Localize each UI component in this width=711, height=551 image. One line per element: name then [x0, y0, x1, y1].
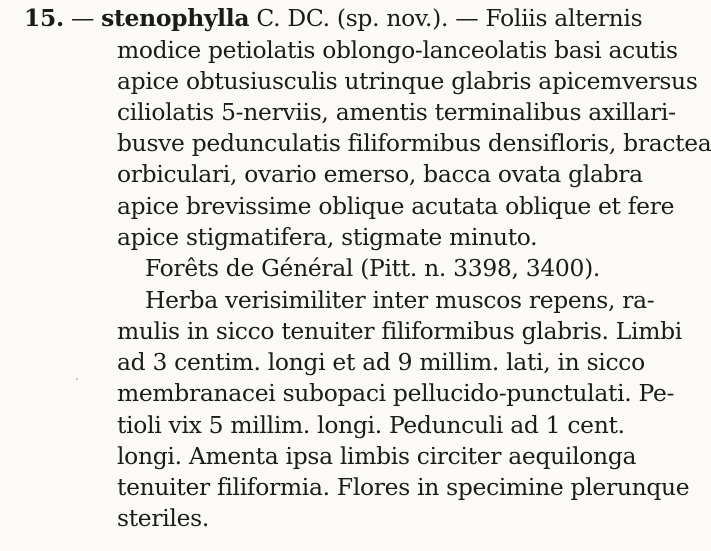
notes-line: steriles.	[117, 504, 209, 532]
notes-line: Herba verisimiliter inter muscos repens, ra-	[145, 286, 655, 314]
notes-line: tioli vix 5 millim. longi. Pedunculi ad 1 cent.	[117, 411, 625, 439]
description-line: busve pedunculatis filiformibus densifloris, bractea	[117, 129, 711, 157]
notes-line: membranacei subopaci pellucido-punctulati. Pe-	[117, 379, 675, 407]
entry-heading-line	[24, 4, 642, 32]
notes-line: ad 3 centim. longi et ad 9 millim. lati, in sicco	[117, 348, 645, 376]
species-name: stenophylla	[101, 4, 250, 32]
locality-line: Forêts de Général (Pitt. n. 3398, 3400).	[145, 254, 601, 282]
description-line: ciliolatis 5-nerviis, amentis terminalibus axillari-	[117, 98, 676, 126]
description-line: apice brevissime oblique acutata oblique et fere	[117, 192, 675, 220]
species-authority: C. DC. (sp. nov.). — Foliis alternis	[256, 4, 643, 32]
notes-line: mulis in sicco tenuiter filiformibus glabris. Limbi	[117, 317, 682, 345]
notes-line: longi. Amenta ipsa limbis circiter aequilonga	[117, 442, 637, 470]
description-line: apice stigmatifera, stigmate minuto.	[117, 223, 538, 251]
description-line: apice obtusiusculis utrinque glabris apicemversus	[117, 67, 698, 95]
notes-line: tenuiter filiformia. Flores in specimine plerunque	[117, 473, 690, 501]
entry-dash: —	[70, 4, 95, 32]
description-line: modice petiolatis oblongo-lanceolatis basi acutis	[117, 36, 678, 64]
paper-speck	[76, 378, 78, 380]
description-line: orbiculari, ovario emerso, bacca ovata glabra	[117, 160, 643, 188]
entry-number: 15.	[24, 4, 64, 32]
